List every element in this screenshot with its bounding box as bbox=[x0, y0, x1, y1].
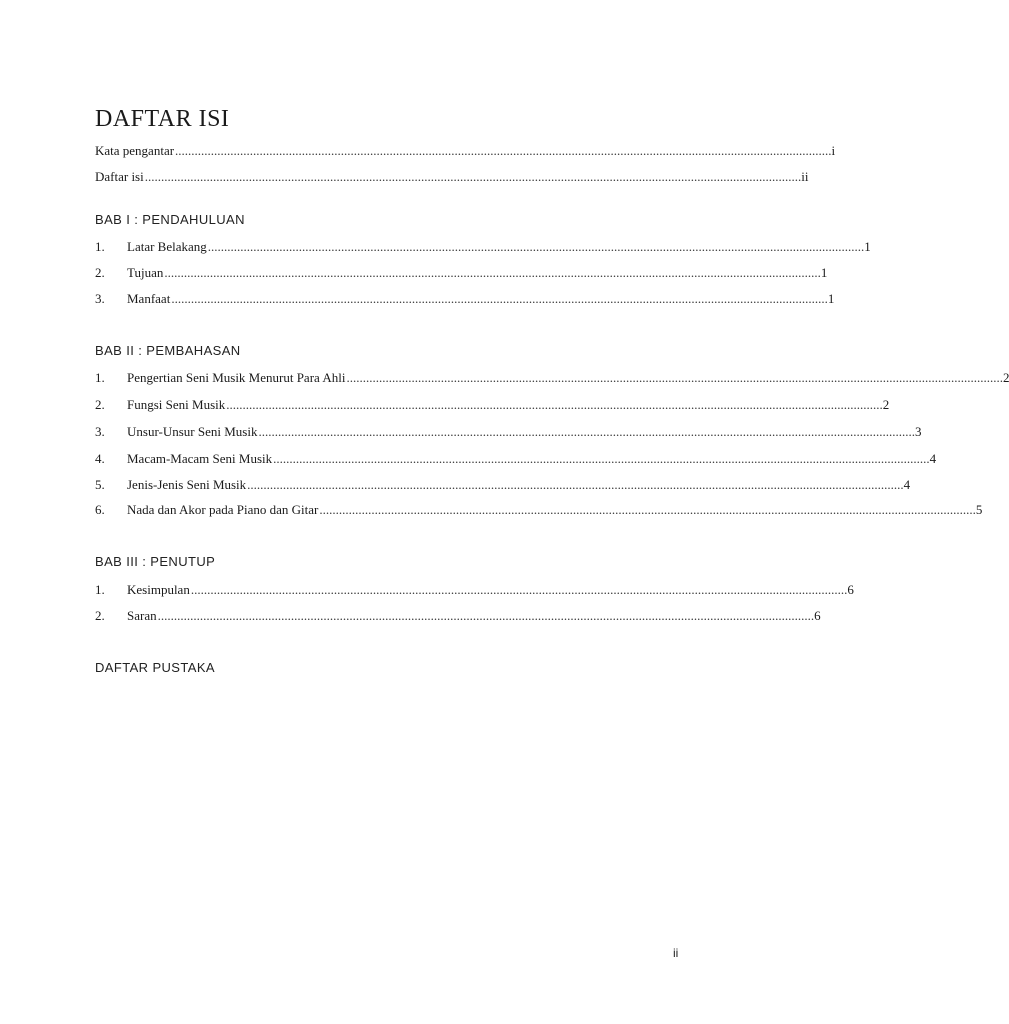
toc-entry-page: 6 bbox=[847, 582, 854, 597]
dot-leader: .......................................................................................................................................................................................................... bbox=[164, 265, 821, 280]
toc-entry-text: Tujuan bbox=[127, 265, 164, 280]
toc-entry-text: Macam-Macam Seni Musik bbox=[127, 451, 273, 466]
toc-entry-number: 4. bbox=[95, 451, 105, 466]
toc-entry-text: Kesimpulan bbox=[127, 582, 190, 597]
section-heading-bab1: BAB I : PENDAHULUAN bbox=[95, 212, 245, 227]
dot-leader: .......................................................................................................................................................................................................... bbox=[247, 477, 904, 492]
dot-leader: .......................................................................................................................................................................................................... bbox=[157, 608, 815, 623]
toc-entry bbox=[95, 370, 1009, 386]
toc-entry-text: Pengertian Seni Musik Menurut Para Ahli bbox=[127, 370, 346, 385]
toc-entry bbox=[95, 424, 922, 440]
toc-entry-number: 3. bbox=[95, 291, 105, 306]
toc-entry-number: 6. bbox=[95, 502, 105, 517]
toc-entry-text: Daftar isi bbox=[95, 169, 144, 184]
toc-entry-text: Fungsi Seni Musik bbox=[127, 397, 226, 412]
toc-entry-page: i bbox=[831, 143, 836, 158]
toc-entry-page: 6 bbox=[814, 608, 821, 623]
toc-entry-text: Unsur-Unsur Seni Musik bbox=[127, 424, 258, 439]
toc-entry-text: Jenis-Jenis Seni Musik bbox=[127, 477, 247, 492]
toc-entry bbox=[95, 239, 871, 255]
dot-leader: .......................................................................................................................................................................................................... bbox=[207, 239, 865, 254]
section-heading-daftar-pustaka: DAFTAR PUSTAKA bbox=[95, 660, 215, 675]
toc-entry-number: 5. bbox=[95, 477, 105, 492]
toc-entry-number: 1. bbox=[95, 370, 105, 385]
toc-entry-text: Latar Belakang bbox=[127, 239, 207, 254]
dot-leader: .......................................................................................................................................................................................................... bbox=[346, 370, 1003, 385]
toc-entry-page: 2 bbox=[882, 397, 890, 412]
toc-entry-number: 2. bbox=[95, 265, 105, 280]
toc-entry-daftar-isi bbox=[95, 169, 809, 185]
toc-entry bbox=[95, 477, 911, 493]
toc-entry-page: 5 bbox=[975, 502, 983, 517]
toc-entry-text: Saran bbox=[127, 608, 157, 623]
dot-leader: .......................................................................................................................................................................................................... bbox=[258, 424, 915, 439]
toc-entry bbox=[95, 582, 854, 598]
toc-entry-number: 2. bbox=[95, 397, 105, 412]
dot-leader: .......................................................................................................................................................................................................... bbox=[226, 397, 883, 412]
page-title: DAFTAR ISI bbox=[95, 106, 230, 132]
toc-entry-kata-pengantar bbox=[95, 143, 836, 159]
toc-entry-number: 1. bbox=[95, 582, 105, 597]
toc-entry bbox=[95, 608, 821, 624]
section-heading-bab3: BAB III : PENUTUP bbox=[95, 554, 216, 569]
toc-entry bbox=[95, 502, 983, 518]
dot-leader: .......................................................................................................................................................................................................... bbox=[319, 502, 976, 517]
toc-entry-page: 3 bbox=[914, 424, 922, 439]
toc-entry-page: ii bbox=[801, 169, 809, 184]
toc-entry bbox=[95, 397, 890, 413]
dot-leader: .......................................................................................................................................................................................................... bbox=[190, 582, 848, 597]
toc-entry-number: 1. bbox=[95, 239, 105, 254]
toc-entry-page: 4 bbox=[929, 451, 937, 466]
toc-entry-page: 1 bbox=[864, 239, 871, 254]
dot-leader: .......................................................................................................................................................................................................... bbox=[144, 169, 802, 184]
toc-entry-text: Manfaat bbox=[127, 291, 171, 306]
toc-entry-number: 2. bbox=[95, 608, 105, 623]
toc-entry bbox=[95, 291, 835, 307]
page-number: ii bbox=[673, 946, 679, 960]
toc-entry bbox=[95, 451, 937, 467]
toc-entry-text: Nada dan Akor pada Piano dan Gitar bbox=[127, 502, 319, 517]
toc-entry-number: 3. bbox=[95, 424, 105, 439]
section-heading-bab2: BAB II : PEMBAHASAN bbox=[95, 343, 241, 358]
toc-entry-page: 2 bbox=[1002, 370, 1009, 385]
toc-entry-page: 1 bbox=[820, 265, 828, 280]
toc-entry-page: 4 bbox=[903, 477, 911, 492]
dot-leader: .......................................................................................................................................................................................................... bbox=[273, 451, 930, 466]
toc-entry bbox=[95, 265, 828, 281]
toc-entry-page: 1 bbox=[827, 291, 835, 306]
dot-leader: .......................................................................................................................................................................................................... bbox=[175, 143, 832, 158]
toc-entry-text: Kata pengantar bbox=[95, 143, 175, 158]
dot-leader: .......................................................................................................................................................................................................... bbox=[171, 291, 828, 306]
